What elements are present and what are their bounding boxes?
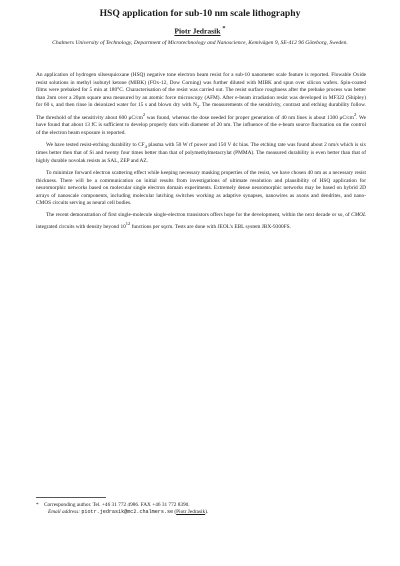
paragraph-4 — [36, 212, 366, 231]
p1-text-3: was found, whereas the dose needed for proper generation of 40 nm lines is about 1300 μC/cm — [145, 114, 354, 121]
paragraph-1 — [36, 72, 366, 137]
p1-text-4: . We have found that about 13 fC is sufficient to develop properly dots with diameter of 20 nm. The influence of the e-beam source fluctuation on the control of the electron beam exposure is reported. — [36, 114, 367, 136]
p4-text-1: The recent demonstration of first single-molecule single-electron transistors offers hope for the development, within the next decade or so, of — [46, 212, 352, 219]
p4-text-2: integrated circuits with density beyond 10 — [36, 223, 126, 230]
p4-cmol: CMOL — [351, 212, 366, 219]
p2-sub-cf4: 4 — [144, 143, 147, 149]
p2-text-1: We have tested resist-etching durability to CF — [46, 141, 145, 148]
email-link[interactable]: piotr.jedrasik@mc2.chalmers.se — [81, 509, 174, 516]
p1-sup-1: 2 — [142, 111, 146, 117]
footnote-contact: Corresponding author. Tel. +46 31 772 4986. FAX +46 31 772 8390. — [44, 502, 190, 508]
footnote-end: ). — [205, 509, 209, 516]
author-footnote-mark: * — [222, 25, 226, 32]
paragraph-2 — [36, 142, 366, 166]
p1-sup-2: 2 — [353, 111, 357, 117]
footnote — [36, 502, 366, 517]
paper-title: HSQ application for sub-10 nm scale lithography — [99, 8, 301, 19]
footnote-line-2: Email address: piotr.jedrasik@mc2.chalmers.se (Piotr Jedrasik). — [48, 509, 209, 516]
abstract-body — [36, 72, 366, 236]
paragraph-3: To minimize forward electron scattering effect while keeping necessary masking properties of the resist, we have chosen 40 nm as a necessary resist thickness. There will be a communication on initial results from investigations of ultimate resolution and plausibility of HSQ application for neuromorphic networks based on molecular single electron domain experiments. Extremely dense neuromorphic networks may be based on hybrid 2D arrays of nanoscale components, including molecular latching switches working as adaptive synapses, nanowires as axons and dendrites, and nano-CMOS circuits serving as neural cell bodies. — [36, 170, 366, 207]
footnote-mark: * — [36, 502, 39, 508]
p4-sup-exponent: 12 — [125, 220, 131, 226]
author-line — [0, 24, 400, 37]
email-label: Email address: — [48, 509, 81, 516]
author-name: Piotr Jedrasik — [174, 26, 221, 36]
footnote-divider — [36, 497, 106, 498]
p1-sub-n2: 2 — [196, 104, 200, 110]
footnote-author-name: Piotr Jedrasik — [176, 509, 206, 516]
p1-text-2: . The measurements of the sensitivity, contrast and etching durability follow. The threshold of the sensitivity about 600 μC/cm — [36, 102, 366, 121]
p4-text-3: functions per sqcm. Tests are done with JEOL's EBL system JBX-9300FS. — [130, 223, 291, 230]
p2-text-2: plasma with 50 W rf power and 150 V dc bias. The etching rate was found about 2 nm/s which is six times better then that of Si and twenty four times better than that of polymethylmetacrylat (PMMA). The measured durability is even better than that of highly durable novolak resists as SAL, ZEP and AZ. — [36, 141, 366, 164]
affiliation: Chalmers University of Technology, Department of Microtechnology and Nanoscience, Kemivägen 9, SE-412 96 Göteborg, Sweden. — [52, 40, 348, 46]
p1-text-1: An application of hydrogen silsesquioxane (HSQ) negative tone electron beam resist for a sub-10 nanometer scale feature is reported. Flowable Oxide resist solutions in methyl isobutyl ketone (MIBK) (FOx-12, Dow Corning) was further diluted with MIBK and spun over silicon wafers. Spin-coated films were prebaked for 5 min at 180°C. Characterisation of the resist was carried out. The resist surface roughness after the prebake process was better than 2nm over a 20μm square area measured by an atomic force microscopy (AFM). After e-beam irradiation resist was developed in MF322 (Shipley) for 60 s, and then rinse in deionized water for 15 s and blown dry with N — [36, 72, 366, 109]
